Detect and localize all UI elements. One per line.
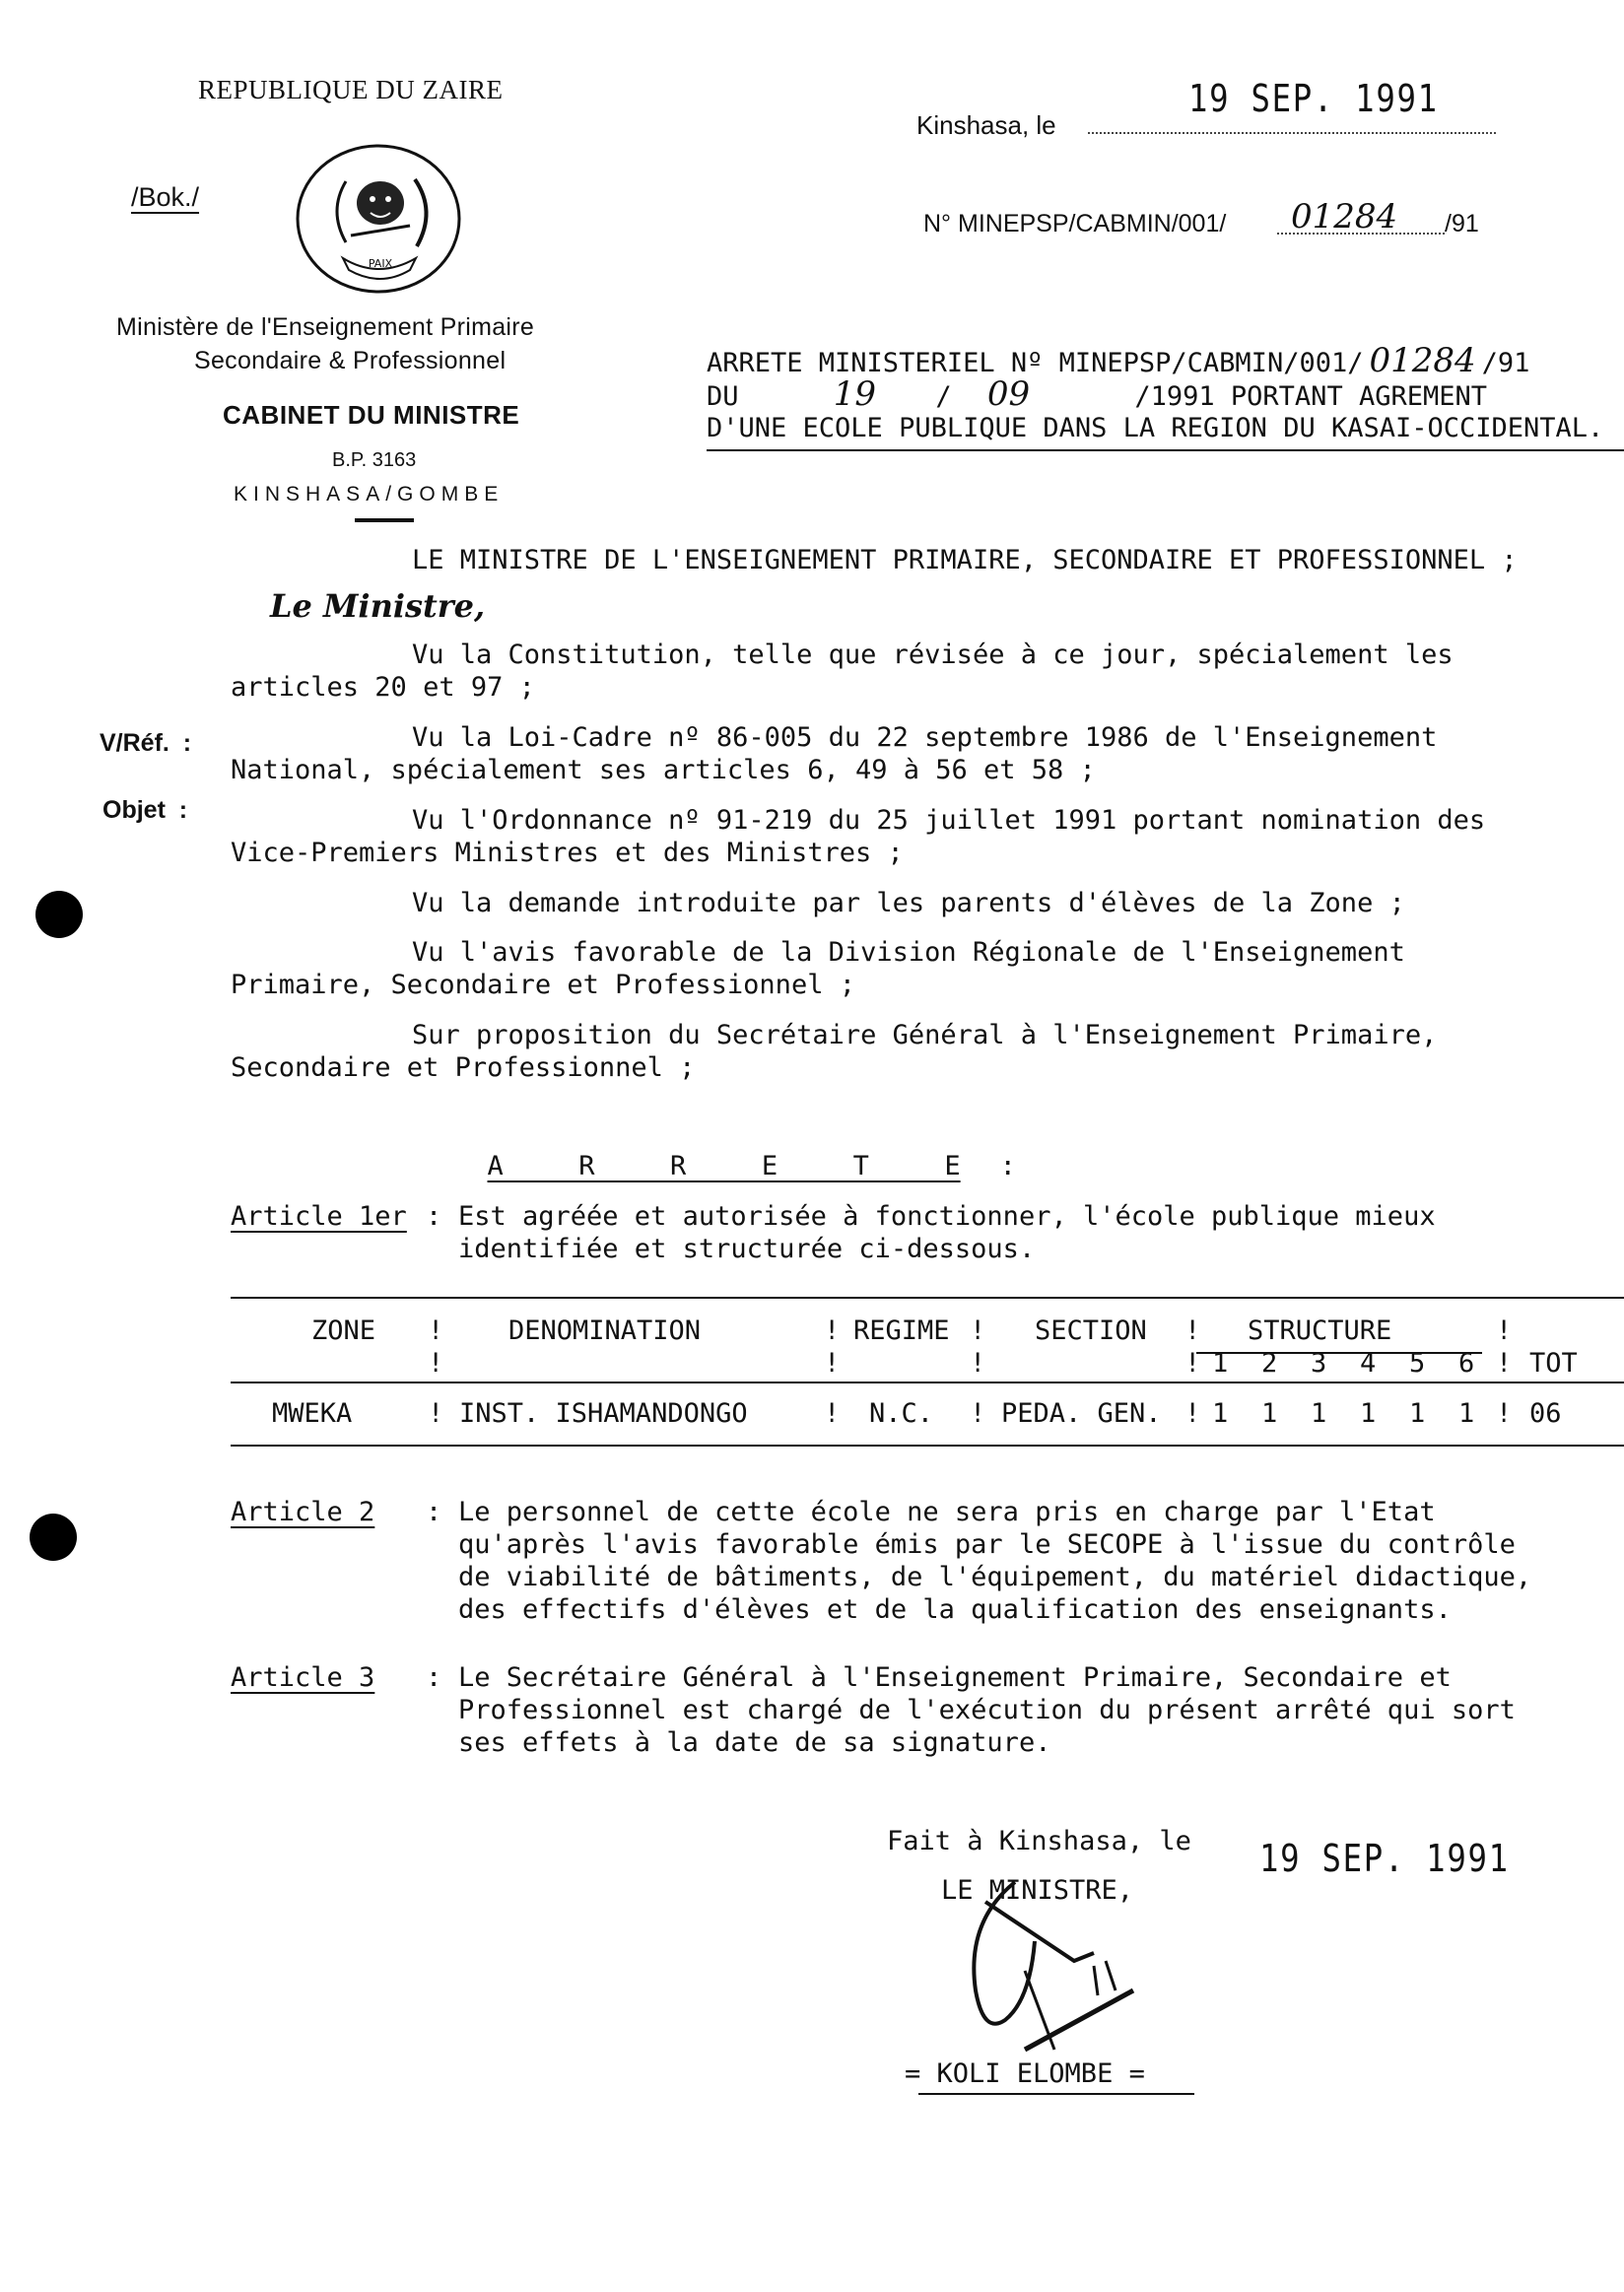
cabinet-heading: CABINET DU MINISTRE: [223, 400, 520, 430]
le-ministre-signatory: LE MINISTRE,: [941, 1875, 1134, 1906]
minister-name-underline: [918, 2093, 1194, 2095]
article-1-sep: :: [426, 1201, 442, 1232]
structure-col-6: 6: [1458, 1348, 1475, 1379]
bok-reference: /Bok./: [131, 182, 200, 212]
punch-hole: [30, 1514, 77, 1561]
article-2-sep: :: [426, 1497, 442, 1527]
cell-section: PEDA. GEN.: [1001, 1398, 1162, 1429]
article-2-line-2: qu'après l'avis favorable émis par le SECOPE à l'issue du contrôle: [458, 1529, 1516, 1560]
date-dotted-line: [1088, 132, 1496, 134]
structure-col-3: 3: [1311, 1348, 1327, 1379]
col-header-regime: REGIME: [853, 1315, 950, 1346]
vu-avis-line-2: Primaire, Secondaire et Professionnel ;: [231, 970, 855, 1000]
vu-constitution-line-1: Vu la Constitution, telle que révisée à ce jour, spécialement les: [412, 640, 1454, 670]
col-separator: !: [1184, 1315, 1201, 1346]
col-header-section: SECTION: [1035, 1315, 1147, 1346]
col-separator: !: [970, 1315, 986, 1346]
place-label: Kinshasa, le: [916, 110, 1056, 140]
ref-number-handwritten: 01284: [1291, 197, 1398, 236]
arrete-title-rule: [707, 449, 1624, 451]
city-line: KINSHASA/GOMBE: [234, 483, 505, 506]
article-3-line-1: Le Secrétaire Général à l'Enseignement Primaire, Secondaire et: [458, 1662, 1452, 1693]
arrete-title-line-1: ARRETE MINISTERIEL Nº MINEPSP/CABMIN/001/ 01284 /91: [707, 341, 1530, 380]
structure-subrule: [1196, 1352, 1482, 1354]
ref-label: N° MINEPSP/CABMIN/001/: [923, 210, 1227, 237]
postal-box: B.P. 3163: [332, 449, 417, 471]
structure-col-2: 2: [1261, 1348, 1278, 1379]
emblem-motto: PAIX: [368, 257, 393, 270]
cell-tot: 06: [1529, 1398, 1562, 1429]
col-separator: !: [970, 1398, 986, 1429]
col-separator: !: [824, 1348, 841, 1379]
table-row: [231, 1395, 1624, 1435]
article-1-line-1: Est agréée et autorisée à fonctionner, l'école publique mieux: [458, 1201, 1436, 1232]
article-3-line-2: Professionnel est chargé de l'exécution du présent arrêté qui sort: [458, 1695, 1516, 1725]
article-3-line-3: ses effets à la date de sa signature.: [458, 1727, 1051, 1758]
le-ministre-stamp: Le Ministre,: [270, 587, 486, 625]
col-separator: !: [1496, 1348, 1513, 1379]
ref-suffix: /91: [1445, 210, 1479, 237]
vu-loi-cadre-line-2: National, spécialement ses articles 6, 49 à 56 et 58 ;: [231, 755, 1096, 785]
minister-line: LE MINISTRE DE L'ENSEIGNEMENT PRIMAIRE, SECONDAIRE ET PROFESSIONNEL ;: [412, 545, 1518, 575]
cell-regime: N.C.: [869, 1398, 934, 1429]
sur-proposition-line-2: Secondaire et Professionnel ;: [231, 1052, 696, 1083]
article-1-label: Article 1er: [231, 1201, 407, 1232]
cell-denomination: INST. ISHAMANDONGO: [459, 1398, 748, 1429]
ref-dotted-line: [1277, 233, 1445, 235]
table-bottom-rule: [231, 1445, 1624, 1447]
structure-col-5: 5: [1409, 1348, 1426, 1379]
article-3-label: Article 3: [231, 1662, 375, 1693]
ministry-line-2: Secondaire & Professionnel: [194, 347, 507, 374]
minister-name: = KOLI ELOMBE =: [905, 2058, 1145, 2089]
arrete-title-line-2: DU 19 / 09 /1991 PORTANT AGREMENT: [707, 374, 1487, 414]
vu-constitution-line-2: articles 20 et 97 ;: [231, 672, 535, 703]
coat-of-arms-emblem: [292, 142, 465, 298]
sur-proposition-line-1: Sur proposition du Secrétaire Général à l'Enseignement Primaire,: [412, 1020, 1438, 1050]
republic-heading: REPUBLIQUE DU ZAIRE: [198, 75, 504, 104]
col-separator: !: [1184, 1398, 1201, 1429]
ministry-line-1: Ministère de l'Enseignement Primaire: [116, 313, 535, 341]
vu-ordonnance-line-2: Vice-Premiers Ministres et des Ministres ;: [231, 838, 904, 868]
col-separator: !: [970, 1348, 986, 1379]
cell-structure-2: 1: [1261, 1398, 1278, 1429]
cell-structure-6: 1: [1458, 1398, 1475, 1429]
article-1-line-2: identifiée et structurée ci-dessous.: [458, 1234, 1036, 1264]
col-separator: !: [1496, 1398, 1513, 1429]
date-stamp: 19 SEP. 1991: [1188, 77, 1439, 120]
vu-ordonnance-line-1: Vu l'Ordonnance nº 91-219 du 25 juillet 1991 portant nomination des: [412, 805, 1486, 836]
col-separator: !: [824, 1398, 841, 1429]
table-header-rule: [231, 1382, 1624, 1383]
closing-date-stamp: 19 SEP. 1991: [1259, 1837, 1510, 1880]
vu-avis-line-1: Vu l'avis favorable de la Division Régionale de l'Enseignement: [412, 937, 1405, 968]
article-2-line-3: de viabilité de bâtiments, de l'équipement, du matériel didactique,: [458, 1562, 1532, 1592]
col-separator: !: [1496, 1315, 1513, 1346]
col-separator: !: [428, 1348, 444, 1379]
objet-label: Objet :: [102, 796, 188, 824]
vref-label: V/Réf. :: [100, 729, 192, 757]
cell-structure-5: 1: [1409, 1398, 1426, 1429]
fait-a-kinshasa: Fait à Kinshasa, le: [887, 1826, 1191, 1856]
structure-col-1: 1: [1212, 1348, 1229, 1379]
table-top-rule: [231, 1297, 1624, 1299]
city-underline: [355, 518, 414, 522]
vu-demande-line: Vu la demande introduite par les parents d'élèves de la Zone ;: [412, 888, 1405, 918]
article-2-line-4: des effectifs d'élèves et de la qualification des enseignants.: [458, 1594, 1452, 1625]
arrete-title-line-3: D'UNE ECOLE PUBLIQUE DANS LA REGION DU KASAI-OCCIDENTAL.: [707, 413, 1604, 443]
arrete-heading: A R R E T E :: [487, 1151, 1016, 1181]
article-3-sep: :: [426, 1662, 442, 1693]
table-header: [231, 1311, 1624, 1380]
col-separator: !: [1184, 1348, 1201, 1379]
punch-hole: [35, 891, 83, 938]
cell-structure-1: 1: [1212, 1398, 1229, 1429]
structure-col-4: 4: [1360, 1348, 1377, 1379]
minister-signature: [946, 1862, 1163, 2059]
vu-loi-cadre-line-1: Vu la Loi-Cadre nº 86-005 du 22 septembre 1986 de l'Enseignement: [412, 722, 1438, 753]
col-header-structure: STRUCTURE: [1248, 1315, 1392, 1346]
col-separator: !: [428, 1398, 444, 1429]
article-2-line-1: Le personnel de cette école ne sera pris en charge par l'Etat: [458, 1497, 1436, 1527]
cell-structure-4: 1: [1360, 1398, 1377, 1429]
article-2-label: Article 2: [231, 1497, 375, 1527]
cell-structure-3: 1: [1311, 1398, 1327, 1429]
cell-zone: MWEKA: [272, 1398, 353, 1429]
col-header-denomination: DENOMINATION: [508, 1315, 702, 1346]
col-separator: !: [428, 1315, 444, 1346]
col-header-zone: ZONE: [311, 1315, 376, 1346]
col-header-tot: TOT: [1529, 1348, 1578, 1379]
col-separator: !: [824, 1315, 841, 1346]
